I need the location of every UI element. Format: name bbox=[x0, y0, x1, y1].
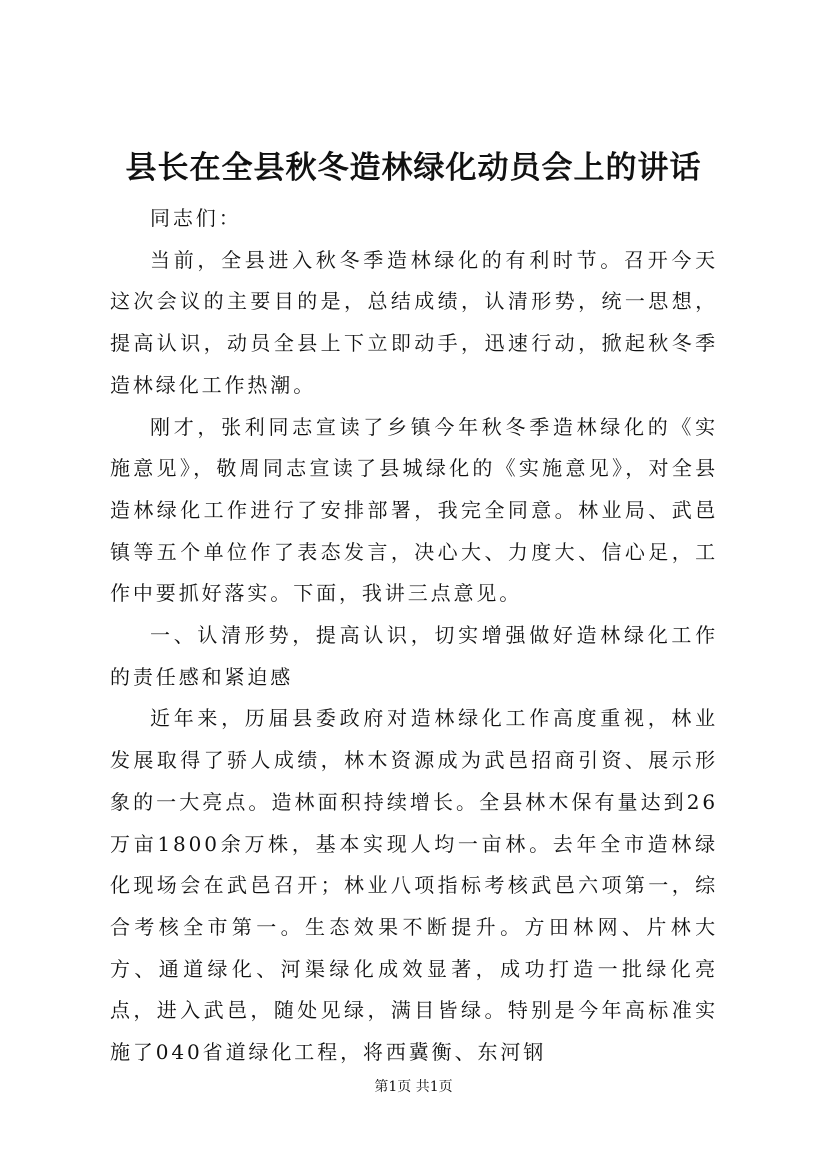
document-title: 县长在全县秋冬造林绿化动员会上的讲话 bbox=[125, 150, 702, 186]
salutation-paragraph: 同志们： bbox=[150, 206, 242, 230]
document-body bbox=[110, 198, 718, 1074]
body-paragraph: 当前，全县进入秋冬季造林绿化的有利时节。召开今天这次会议的主要目的是，总结成绩，认清形势，统一思想，提高认识，动员全县上下立即动手，迅速行动，掀起秋冬季造林绿化工作热潮。 bbox=[110, 247, 718, 397]
body-paragraph: 刚才，张利同志宣读了乡镇今年秋冬季造林绿化的《实施意见》，敬周同志宣读了县城绿化的《实施意见》，对全县造林绿化工作进行了安排部署，我完全同意。林业局、武邑镇等五个单位作了表态发言，决心大、力度大、信心足，工作中要抓好落实。下面，我讲三点意见。 bbox=[110, 414, 718, 606]
section-heading: 一、认清形势，提高认识，切实增强做好造林绿化工作的责任感和紧迫感 bbox=[110, 623, 718, 689]
page-footer: 第1页 共1页 bbox=[374, 1079, 453, 1095]
body-paragraph: 近年来，历届县委政府对造林绿化工作高度重视，林业发展取得了骄人成绩，林木资源成为武邑招商引资、展示形象的一大亮点。造林面积持续增长。全县林木保有量达到26万亩1800余万株，基本实现人均一亩林。去年全市造林绿化现场会在武邑召开；林业八项指标考核武邑六项第一，综合考核全市第一。生态效果不断提升。方田林网、片林大方、通道绿化、河渠绿化成效显著，成功打造一批绿化亮点，进入武邑，随处见绿，满目皆绿。特别是今年高标准实施了040省道绿化工程，将西冀衡、东河钢 bbox=[110, 706, 718, 1065]
